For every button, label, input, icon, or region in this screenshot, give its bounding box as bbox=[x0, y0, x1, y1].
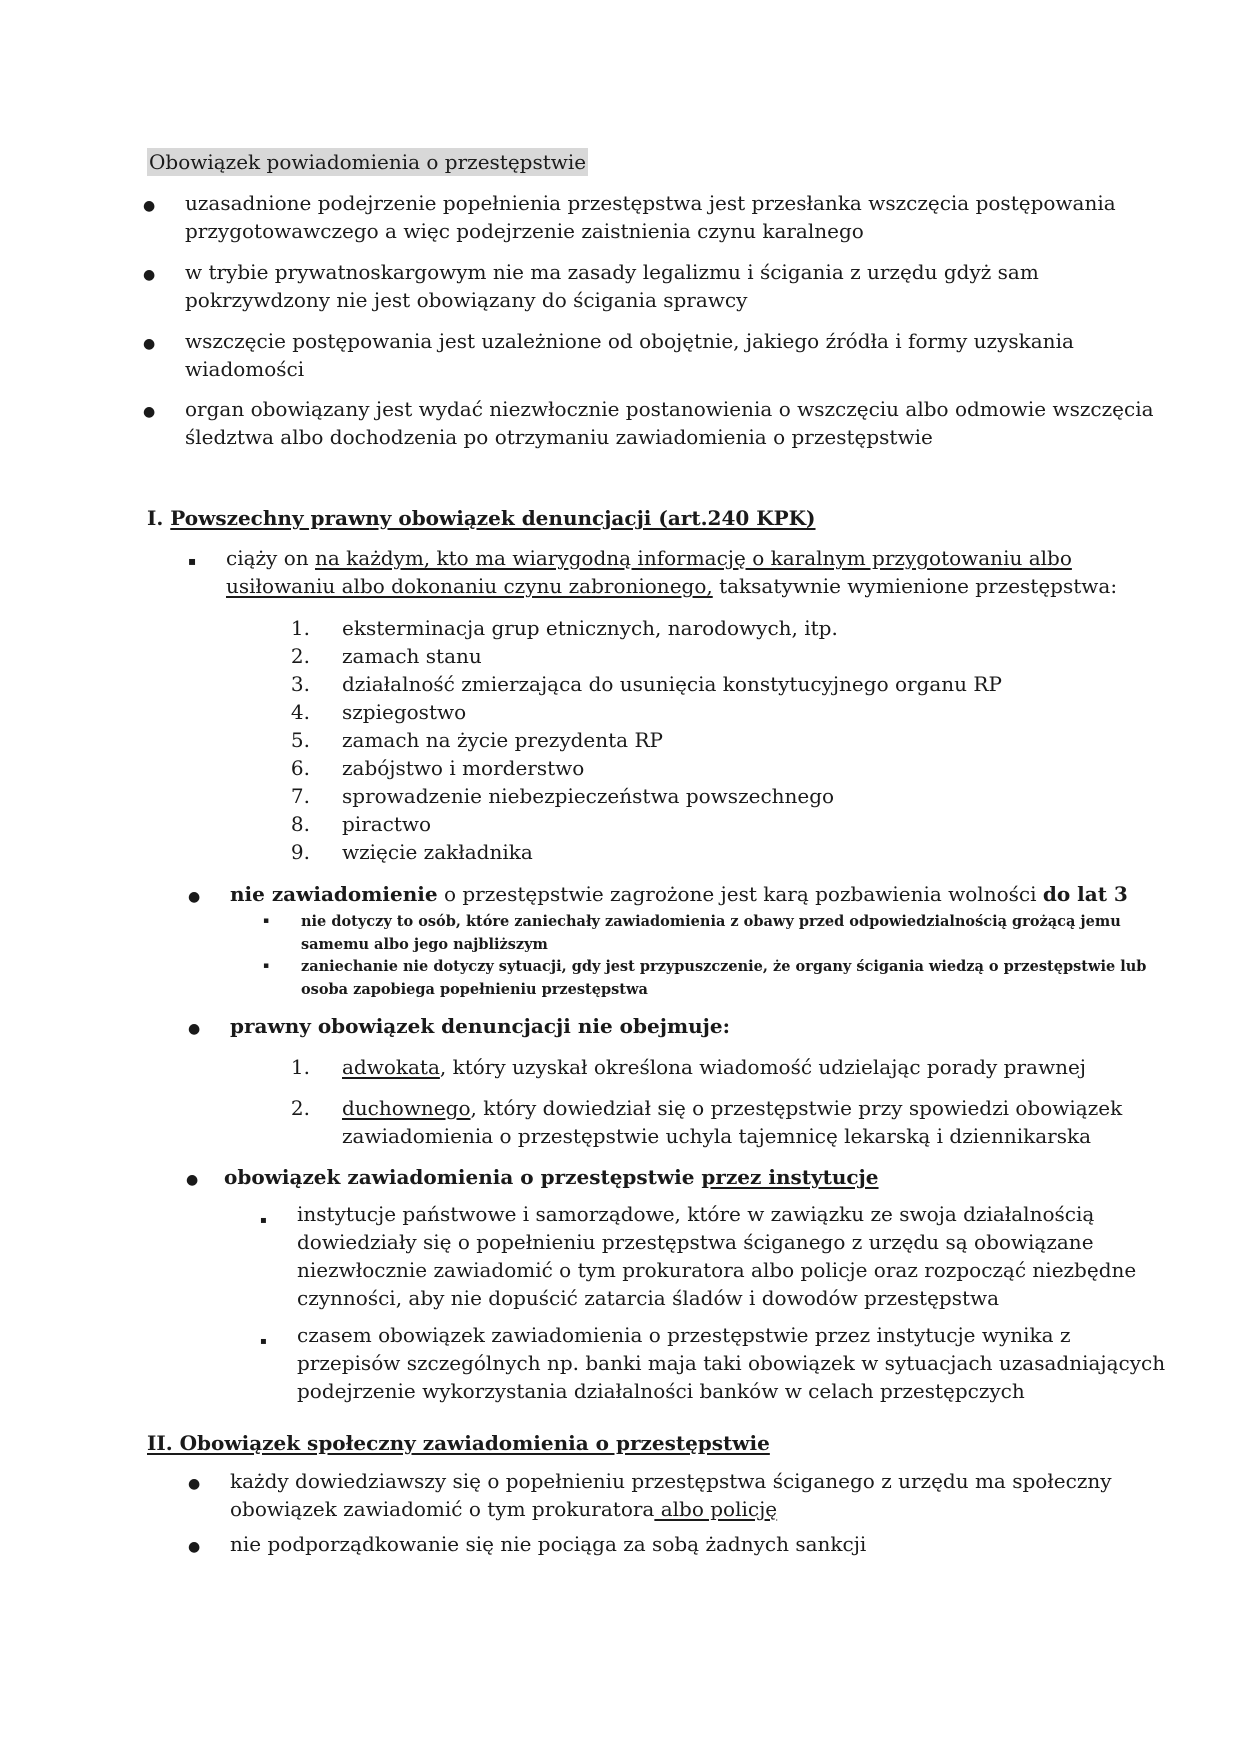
bullet-icon: ● bbox=[188, 1021, 201, 1037]
sub-list-item-line: osoba zapobiega popełnieniu przestępstwa bbox=[301, 981, 648, 998]
text-run: ciąży on bbox=[226, 546, 315, 570]
text-run: taksatywnie wymienione przestępstwa: bbox=[712, 574, 1118, 598]
list-item-line: nie podporządkowanie się nie pociąga za sobą żadnych sankcji bbox=[230, 1532, 867, 1556]
list-number: 3. bbox=[290, 672, 310, 696]
list-item-line: śledztwa albo dochodzenia po otrzymaniu zawiadomienia o przestępstwie bbox=[185, 425, 933, 449]
sub-list-item-line: samemu albo jego najbliższym bbox=[301, 936, 548, 953]
bullet-icon: ● bbox=[188, 889, 201, 905]
text-run-bold: do lat 3 bbox=[1042, 882, 1128, 906]
bullet-icon: ▪ bbox=[260, 1215, 267, 1226]
list-number: 6. bbox=[290, 756, 310, 780]
list-item-line bbox=[342, 1053, 1086, 1081]
section-heading-text: Powszechny prawny obowiązek denuncjacji (art.240 KPK) bbox=[170, 506, 816, 530]
list-item: zabójstwo i morderstwo bbox=[342, 756, 585, 780]
text-run-underlined: przez instytucje bbox=[701, 1165, 879, 1189]
text-run: o przestępstwie zagrożone jest karą pozbawienia wolności bbox=[437, 882, 1043, 906]
list-item-line bbox=[226, 544, 1072, 572]
bullet-icon: ● bbox=[186, 1172, 199, 1188]
sub-list-item-line: czynności, aby nie dopuścić zatarcia śladów i dowodów przestępstwa bbox=[297, 1286, 1000, 1310]
list-item-line: przygotowawczego a więc podejrzenie zaistnienia czynu karalnego bbox=[185, 219, 864, 243]
section-heading bbox=[147, 504, 816, 532]
text-run-underlined: usiłowaniu albo dokonaniu czynu zabronionego, bbox=[226, 574, 713, 598]
text-run: , który uzyskał określona wiadomość udzielając porady prawnej bbox=[439, 1055, 1086, 1079]
bullet-icon: ● bbox=[143, 336, 156, 352]
list-number: 1. bbox=[290, 1055, 310, 1079]
list-item-line: wiadomości bbox=[185, 357, 305, 381]
list-item-line: każdy dowiedziawszy się o popełnieniu przestępstwa ściganego z urzędu ma społeczny bbox=[230, 1469, 1112, 1493]
sub-list-item-line: instytucje państwowe i samorządowe, które w zawiązku ze swoja działalnością bbox=[297, 1202, 1095, 1226]
bullet-icon: ● bbox=[188, 1476, 201, 1492]
page-title: Obowiązek powiadomienia o przestępstwie bbox=[149, 150, 587, 174]
text-run-bold: nie zawiadomienie bbox=[230, 882, 438, 906]
list-item: działalność zmierzająca do usunięcia konstytucyjnego organu RP bbox=[342, 672, 1002, 696]
section-number: I. bbox=[147, 506, 171, 530]
list-item-line: pokrzywdzony nie jest obowiązany do ścigania sprawcy bbox=[185, 288, 748, 312]
list-item-line bbox=[342, 1094, 1122, 1122]
text-run-underlined: albo policję bbox=[654, 1497, 778, 1521]
sub-list-item-line: przepisów szczególnych np. banki maja taki obowiązek w sytuacjach uzasadniających bbox=[297, 1351, 1166, 1375]
list-number: 1. bbox=[290, 616, 310, 640]
list-item: zamach stanu bbox=[342, 644, 482, 668]
list-number: 9. bbox=[290, 840, 310, 864]
list-item: eksterminacja grup etnicznych, narodowych, itp. bbox=[342, 616, 838, 640]
list-item-line bbox=[224, 1163, 879, 1191]
bullet-icon: ▪ bbox=[188, 554, 197, 568]
bullet-icon: ● bbox=[143, 198, 156, 214]
list-item: wzięcie zakładnika bbox=[342, 840, 533, 864]
list-item-line: zawiadomienia o przestępstwie uchyla tajemnicę lekarską i dziennikarska bbox=[342, 1124, 1092, 1148]
list-item-line: organ obowiązany jest wydać niezwłocznie postanowienia o wszczęciu albo odmowie wszczęcia bbox=[185, 397, 1154, 421]
text-run-underlined: adwokata bbox=[342, 1055, 440, 1079]
list-number: 5. bbox=[290, 728, 310, 752]
list-number: 4. bbox=[290, 700, 310, 724]
sub-list-item-line: dowiedziały się o popełnieniu przestępstwa ściganego z urzędu są obowiązane bbox=[297, 1230, 1094, 1254]
list-number: 2. bbox=[290, 1096, 310, 1120]
bullet-icon: ● bbox=[143, 404, 156, 420]
text-run-bold: obowiązek zawiadomienia o przestępstwie bbox=[224, 1165, 702, 1189]
list-item: szpiegostwo bbox=[342, 700, 467, 724]
sub-list-item-line: czasem obowiązek zawiadomienia o przestępstwie przez instytucje wynika z bbox=[297, 1323, 1071, 1347]
list-item-line: wszczęcie postępowania jest uzależnione od obojętnie, jakiego źródła i formy uzyskania bbox=[185, 329, 1074, 353]
sub-list-item-line: nie dotyczy to osób, które zaniechały zawiadomienia z obawy przed odpowiedzialnością grożącą jemu bbox=[301, 913, 1121, 930]
text-run: obowiązek zawiadomić o tym prokuratora bbox=[230, 1497, 655, 1521]
list-item-line bbox=[230, 880, 1128, 908]
list-item-line bbox=[226, 572, 1117, 600]
sub-list-item-line: zaniechanie nie dotyczy sytuacji, gdy jest przypuszczenie, że organy ścigania wiedzą o przestępstwie lub bbox=[301, 958, 1147, 975]
list-item-line: uzasadnione podejrzenie popełnienia przestępstwa jest przesłanka wszczęcia postępowania bbox=[185, 191, 1116, 215]
list-number: 7. bbox=[290, 784, 310, 808]
list-item-line: w trybie prywatnoskargowym nie ma zasady legalizmu i ścigania z urzędu gdyż sam bbox=[185, 260, 1039, 284]
bullet-icon: ▪ bbox=[263, 916, 270, 926]
bullet-icon: ▪ bbox=[260, 1336, 267, 1347]
sub-list-item-line: niezwłocznie zawiadomić o tym prokuratora albo policje oraz rozpocząć niezbędne bbox=[297, 1258, 1137, 1282]
text-run: , który dowiedział się o przestępstwie przy spowiedzi obowiązek bbox=[470, 1096, 1123, 1120]
list-number: 8. bbox=[290, 812, 310, 836]
text-run-underlined: na każdym, kto ma wiarygodną informację o karalnym przygotowaniu albo bbox=[315, 546, 1072, 570]
list-item: piractwo bbox=[342, 812, 432, 836]
bullet-icon: ● bbox=[188, 1539, 201, 1555]
sub-list-item-line: podejrzenie wykorzystania działalności banków w celach przestępczych bbox=[297, 1379, 1025, 1403]
list-item-line: prawny obowiązek denuncjacji nie obejmuje: bbox=[230, 1014, 730, 1038]
text-run-underlined: duchownego bbox=[342, 1096, 471, 1120]
bullet-icon: ▪ bbox=[263, 961, 270, 971]
list-item: sprowadzenie niebezpieczeństwa powszechnego bbox=[342, 784, 835, 808]
list-item-line bbox=[230, 1495, 777, 1523]
bullet-icon: ● bbox=[143, 267, 156, 283]
list-item: zamach na życie prezydenta RP bbox=[342, 728, 663, 752]
list-number: 2. bbox=[290, 644, 310, 668]
section-heading: II. Obowiązek społeczny zawiadomienia o przestępstwie bbox=[147, 1431, 770, 1455]
